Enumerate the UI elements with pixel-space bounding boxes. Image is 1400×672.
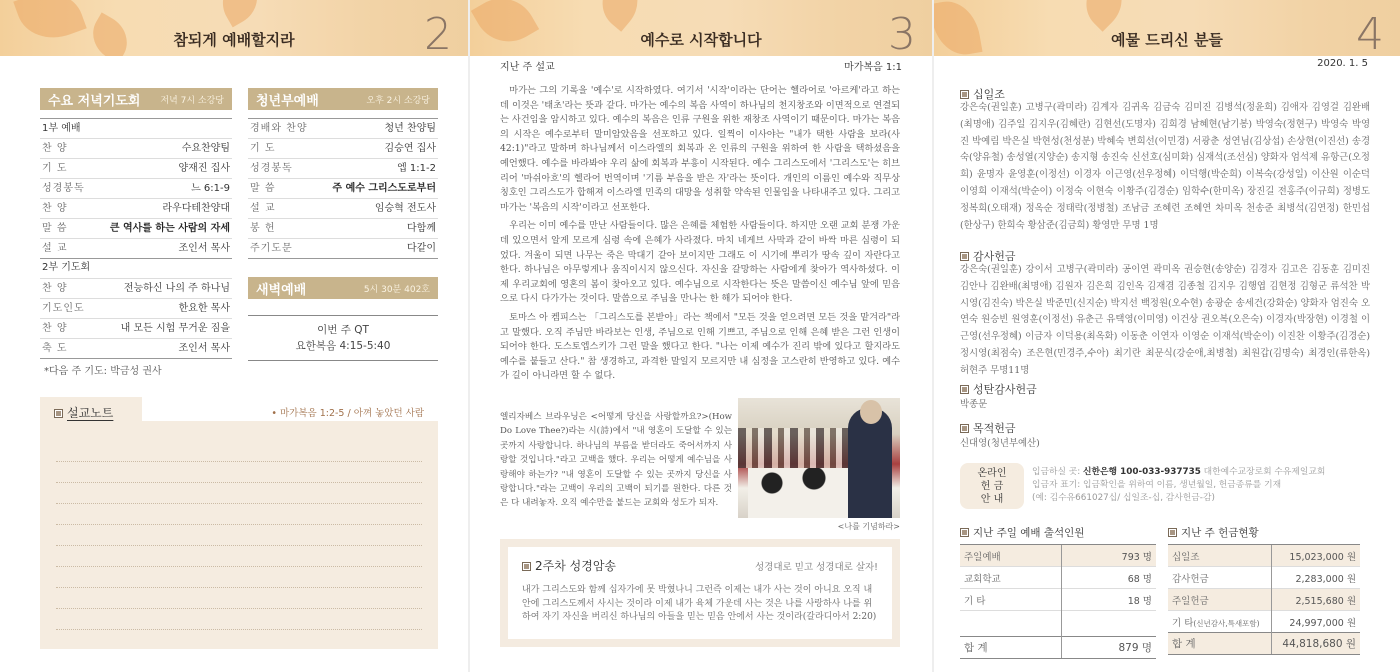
row-label: 경배와 찬양 [250,123,308,134]
row-label: 성경봉독 [250,163,293,174]
photo-crowd [738,428,858,468]
online-offering-badge [960,463,1024,509]
page-title: 참되게 예배할지라 [173,31,295,49]
table-row [40,198,232,218]
row-label: 찬 양 [42,323,68,334]
depositor-instruction: 입금자 표기: 입금확인을 위하여 이름, 생년월일, 헌금종류를 기재 [1032,480,1282,490]
sermon-paragraph: 마가는 그의 기록을 '예수'로 시작하였다. 여기서 '시작'이라는 단어는 헬라어로 '아르케'라고 하는데 이것은 '태초'라는 뜻과 같다. 마가는 예수의 복음 사역이 하나님의 천지창조와 이면적으로 연결되는 사건임을 암시하고 있다. 예수의 복음은 인류 구원을 위한 재창조 사역이기 때문이다. 마가는 복음의 시작은 예수로부터 말미암았음을 선포하고 있다. 일찍이 이사야는 "내가 택한 사람을 보라(사 42:1)"라고 말하며 하나님께서 이스라엘의 회복과 온 인류의 구원을 위하여 한 사람을 택하셨음을 예언했다. 예수를 바라봐야 우리 삶에 회복과 부흥이 시작된다. 예수 그리스도에서 '그리스도'는 히브리어 '마쉬아흐'의 헬라어 번역이며 '기름 부음을 받은 자'라는 뜻이다. 개인의 이름인 예수와 직무상 칭호인 그리스도가 합해져 이스라엘 민족의 대망을 성취할 약속된 인물임을 나타내주고 있다. 그리고 마가는 '복음의 시작'이라고 선포한다. [500,85,900,213]
total-label: 합 계 [960,637,1062,659]
photo-elder-head [860,400,882,424]
wednesday-part1-table [40,118,232,259]
wednesday-service-header [40,88,232,110]
christmas-offering-names: 박종문 [960,399,988,410]
offering-title [1168,525,1360,540]
table-row [248,198,438,218]
table-row [960,611,1156,637]
table-row [248,138,438,158]
memory-verse-text: 내가 그리스도와 함께 십자가에 못 박혔나니 그런즉 이제는 내가 사는 것이 아니요 오직 내 안에 그리스도께서 사시는 것이라 이제 내가 육체 가운데 사는 것은 나를 사랑하사 나를 위하여 자기 자신을 버리신 하나님의 아들을 믿는 믿음 안에서 사는 것이라(갈라디아서 2:20) [522,585,877,622]
row-label: 기도인도 [42,303,85,314]
row-value: 엡 1:1-2 [397,163,436,174]
page-offerings [934,0,1400,672]
online-offering-info [1032,466,1325,505]
square-bullet-icon [1168,528,1177,537]
page-sermon [470,0,932,672]
bank-account-line [1032,466,1325,479]
row-label: 기 도 [250,143,276,154]
row-value: 청년 찬양팀 [384,123,436,134]
row-label: 기 도 [42,163,68,174]
wednesday-part2-table [40,258,232,359]
next-prayer-note: *다음 주 기도: 박금성 권사 [44,366,162,377]
table-row [40,238,232,258]
sermon-note-title: 설교노트 [67,406,114,420]
total-row [960,637,1156,659]
thanksgiving-names: 강은숙(권일훈) 강이서 고병구(곽미라) 공이연 곽미옥 권승현(송양순) 김경자 김고은 김동훈 김미진 김안나 김완배(최명애) 김원자 김은희 김인옥 김재겸 김종철 김지우 김행엽 김현정 김형군 류석찬 박시영(김진숙) 박은실 박준민(신지순) 박지선 백정원(오수현) 송광순 송세건(강화순) 양화자 엄진숙 오연숙 원승빈 원영훈(이정선) 유춘근 유택영(이미영) 이건상 권오복(오은숙) 이경자(박장현) 이경철 이근영(선우정혜) 이금자 이덕용(최옥화) 이동춘 이연자 이영순 이재석(박순이) 이진찬 이황주(김경순) 정시영(최점숙) 조은현(민경주,수아) 최기란 최문식(강순애,최병철) 최원갑(김명숙) 최경인(류한옥) 허현주 무명11명 [960,264,1370,376]
table-row [960,589,1156,611]
row-value: 느 6:1-9 [191,183,230,194]
row-value: 전능하신 나의 주 하나님 [123,283,230,294]
label-note: (신년감사,특새포함) [1193,618,1260,628]
memory-verse-box [500,539,900,647]
service-title: 청년부예배 [256,93,319,109]
youth-service-table [248,118,438,259]
attendance-title-text: 지난 주일 예배 출석인원 [973,527,1085,539]
row-value: 임승혁 전도사 [374,203,436,214]
tithe-names: 강은숙(권일훈) 고병구(곽미라) 김계자 김귀옥 김금숙 김미진 김병석(정윤희) 김애자 김영걸 김완배(최명애) 김주일 김지우(김혜란) 김현선(도명자) 김희경 남혜현(남기봉) 박영숙(정현구) 박영숙 박영진 박예림 박은실 박현성(천성분) 박혜숙 변희선(이민경) 서광춘 성연님(김상섭) 손상현(이진선) 송경숙(양유철) 송성열(지양순) 송지형 송진숙 신선호(심미화) 심재석(조선심) 양화자 엄석제 유항근(오정희) 윤명자 윤영훈(이정선) 이경자 이근영(선우정혜) 이덕행(박순희) 이복숙(강성일) 이산원 이순덕 이영희 이재석(박순이) 이정숙 이현숙 이황주(김경순) 임학수(한미옥) 장진길 전홍주(이규희) 정병도 정복희(오태재) 정옥순 정태락(정병철) 조남금 조혜련 조혜연 차미옥 천송준 최병석(김연정) 한민섭(한상구) 한희숙 황삼준(김금희) 황영만 무명 1명 [960,102,1370,231]
label-text: 십일조 [1172,551,1200,563]
offering-table [1168,525,1360,655]
sermon-paragraph: 토마스 아 켐피스는 「그리스도를 본받아」라는 책에서 "모든 것을 얻으려면 모든 것을 맡겨라"라고 말했다. 오직 주님만 바라보는 인생, 주님으로 인해 기쁘고, 주님으로 인해 은혜 받은 그런 인생이 되어야 한다. 도스토엡스키가 그런 말을 했다고 한다. "나는 이제 예수가 진리 밖에 있다고 할지라도 예수를 붙들고 산다." 참 생경하고, 과격한 말일지 모르지만 내 심정을 고스란히 반영하고 있다. 예수가 길이 아니라면 할 수 없다. [500,311,900,382]
label-text: 감사헌금 [1172,573,1209,585]
square-bullet-icon [522,562,531,571]
square-bullet-icon [960,252,969,261]
memory-verse-motto: 성경대로 믿고 성경대로 살자! [755,561,878,573]
service-title: 새벽예배 [256,282,307,298]
photo-caption: <나를 기념하라> [837,522,900,531]
row-value: 한요한 목사 [178,303,230,314]
row-label: 찬 양 [42,143,68,154]
bank-account: 신한은행 100-033-937735 [1083,467,1201,477]
row-label: 축 도 [42,343,68,354]
row-label: 찬 양 [42,203,68,214]
service-time: 저녁 7시 소강당 [160,95,224,106]
sermon-scripture: 마가복음 1:1 [844,62,902,73]
page-worship-schedule [0,0,468,672]
row-value: 다같이 [407,243,436,254]
table-row [40,318,232,338]
row-label [1168,567,1272,589]
row-value: 김승연 집사 [384,143,436,154]
row-label: 설 교 [250,203,276,214]
table-row [40,158,232,178]
page-number: 3 [888,9,916,56]
page-banner [0,0,468,56]
weekly-qt-box [248,315,438,361]
page-banner [934,0,1400,56]
sermon-paragraph: 엘리자베스 브라우닝은 <어떻게 당신을 사랑할까요?>(How Do Love Thee?)라는 시(詩)에서 "내 영혼이 도달할 수 있는 곳까지 사랑합니다. 하나님의 부름을 받더라도 죽어서까지 사랑할 것입니다."라고 고백을 했다. 우리는 어떻게 예수님을 사랑해야 하는가? "내 영혼이 도달할 수 있는 곳까지 당신을 사랑합니다."라는 고백이 우리의 고백이 되기를 원한다. 다른 것은 다 내려놓자. 오직 예수만을 붙드는 교회와 성도가 되자. [500,412,732,509]
row-label: 성경봉독 [42,183,85,194]
table-row [40,218,232,238]
row-value: 18 명 [1062,589,1156,611]
table-row [960,567,1156,589]
row-value: 양재진 집사 [178,163,230,174]
table-row [1168,567,1360,589]
bank-prefix: 입금하실 곳: [1032,467,1084,477]
label-text: 주일헌금 [1172,595,1209,607]
table-row [1168,545,1360,567]
purpose-offering-title [960,420,1016,436]
row-value: 큰 역사를 하는 사람의 자세 [109,223,230,234]
row-label [960,611,1062,637]
sermon-paragraph: 우리는 이미 예수를 만난 사람들이다. 많은 은혜를 체험한 사람들이다. 하지만 오랜 교회 분쟁 가운데 있으면서 알게 모르게 심령 속에 은혜가 사라졌다. 마치 네게브 사막과 같이 바싹 마른 심령이 되었다. 겨울이 되면 나무는 죽은 막대기 같아 보이지만 그래도 이 시기에 뿌리가 땅속 깊이 자란다고 한다. 하나님은 아무렇게나 움직이시지 않으신다. 자신을 갈망하는 사람에게 찾아가 역사하셨다. 이제 우리교회에 영혼의 봄이 찾아오고 있다. 예수님으로 시작한다는 뜻은 말씀이신 예수님 앞에 믿음으로 다시 다가가는 것이다. 말씀으로 주님을 만나는 한 해가 되어야 한다. [500,220,900,305]
account-holder: 대한예수교장로회 수유제일교회 [1200,467,1326,477]
youth-service-header [248,88,438,110]
page-number: 2 [424,9,452,56]
row-value: 주 예수 그리스도로부터 [332,183,436,194]
sermon-body [500,84,900,388]
sermon-photo [738,398,900,518]
table-row [248,118,438,138]
row-label [1168,611,1272,633]
row-value: 2,283,000 원 [1272,567,1360,589]
row-value: 내 모든 시험 무거운 짐을 [120,323,230,334]
badge-line: 온라인 [977,468,1007,479]
page-title: 예물 드리신 분들 [1111,31,1223,49]
sermon-note-area[interactable] [40,397,438,649]
page-banner [470,0,932,56]
purpose-offering-names: 신대영(청년부예산) [960,438,1040,449]
row-label: 말 씀 [250,183,276,194]
photo-elder [848,408,892,518]
table-row [40,178,232,198]
row-value: 다함께 [407,223,436,234]
row-label: 찬 양 [42,283,68,294]
sermon-wrap-paragraph [500,410,732,511]
table-row [248,178,438,198]
qt-passage: 요한복음 4:15-5:40 [295,340,391,352]
service-title: 수요 저녁기도회 [48,93,141,109]
row-label [1168,545,1272,567]
sermon-reference: • 마가복음 1:2-5 / 아껴 놓았던 사람 [271,408,424,419]
sermon-note-label [54,404,113,421]
qt-label: 이번 주 QT [317,324,369,336]
page-title: 예수로 시작합니다 [640,31,762,49]
service-time: 오후 2시 소강당 [366,95,430,106]
square-bullet-icon [960,90,969,99]
section-heading: 2부 기도회 [42,262,91,273]
row-label: 설 교 [42,243,68,254]
row-value: 15,023,000 원 [1272,545,1360,567]
thanksgiving-title-text: 감사헌금 [973,250,1016,263]
row-value: 24,997,000 원 [1272,611,1360,633]
row-value: 68 명 [1062,567,1156,589]
badge-line: 안 내 [980,494,1004,505]
note-lines [56,441,422,630]
purpose-title-text: 목적헌금 [973,422,1016,435]
row-label: 기 타 [960,589,1062,611]
total-label: 합 계 [1168,633,1272,655]
attendance-title [960,525,1156,540]
attendance-table [960,525,1156,659]
row-label: 봉 헌 [250,223,276,234]
table-row [248,218,438,238]
leaf-decoration [1074,0,1133,32]
sermon-label: 지난 주 설교 [500,62,555,73]
bulletin-date: 2020. 1. 5 [1317,58,1368,69]
table-row [960,545,1156,567]
row-label: 주기도문 [250,243,293,254]
row-value: 조인서 목사 [178,343,230,354]
table-row [248,158,438,178]
badge-line: 헌 금 [980,481,1004,492]
memory-verse-title-text: 2주차 성경암송 [535,559,617,573]
dawn-service-header [248,277,438,299]
total-value: 879 명 [1062,637,1156,659]
tithe-title-text: 십일조 [973,88,1005,101]
row-value: 793 명 [1062,545,1156,567]
table-row [40,298,232,318]
table-row [40,138,232,158]
leaf-decoration [213,0,268,27]
square-bullet-icon [960,385,969,394]
square-bullet-icon [960,528,969,537]
table-row [248,238,438,258]
row-label: 교회학교 [960,567,1062,589]
table-row [1168,589,1360,611]
table-row [40,338,232,358]
page-number: 4 [1356,9,1384,56]
total-row [1168,633,1360,655]
christmas-title-text: 성탄감사헌금 [973,383,1037,396]
row-label: 말 씀 [42,223,68,234]
table-row [1168,611,1360,633]
offering-title-text: 지난 주 헌금현황 [1181,527,1259,539]
service-time: 5시 30분 402호 [363,284,430,295]
sermon-header [500,58,902,73]
label-text: 기 타 [1172,617,1194,629]
memory-verse-title [522,557,616,574]
christmas-offering-title [960,381,1037,397]
leaf-decoration [591,0,650,32]
row-value: 조인서 목사 [178,243,230,254]
row-label: 주일예배 [960,545,1062,567]
total-value: 44,818,680 원 [1272,633,1360,655]
square-bullet-icon [960,424,969,433]
row-value [1062,611,1156,637]
row-value: 2,515,680 원 [1272,589,1360,611]
row-value: 수요찬양팀 [181,143,230,154]
divider [248,258,438,259]
row-label [1168,589,1272,611]
square-bullet-icon [54,409,63,418]
table-row [40,278,232,298]
section-heading: 1부 예배 [40,118,232,138]
depositor-example: (예: 김수유661027십/ 십일조-십, 감사헌금-감) [1032,493,1215,503]
row-value: 라우다테찬양대 [162,203,230,214]
divider [40,358,232,359]
